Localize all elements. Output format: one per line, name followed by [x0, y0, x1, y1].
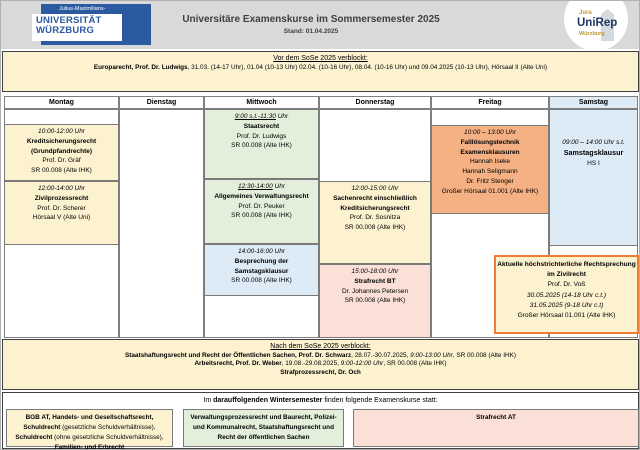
event-allgemeines-verwaltungsrecht: [204, 179, 319, 244]
event-room: Großer Hörsaal 01.001 (Alte IHK): [441, 187, 539, 195]
pre-semester-banner: [2, 51, 639, 92]
post-semester-course-line: [3, 369, 638, 376]
event-person: Prof. Dr. Scherer: [37, 204, 86, 212]
unirep-logo-main: UniRep: [577, 17, 618, 29]
event-strafrecht-bt: [319, 264, 431, 338]
event-title: Strafrecht BT: [354, 277, 396, 285]
event-title: Kreditsicherungsrecht (Grundpfandrechte): [26, 137, 97, 155]
winter-header-post: finden folgende Examenskurse statt:: [322, 397, 438, 404]
course-name: Arbeitsrecht, Prof. Dr. Weber: [194, 360, 282, 367]
event-time: 09:00 – 14:00 Uhr s.t.: [562, 139, 625, 146]
event-title: Staatsrecht: [243, 122, 280, 130]
event-room: SR 00.008 (Alte IHK): [231, 142, 292, 150]
pre-semester-banner-title: Vor dem SoSe 2025 verblockt:: [273, 55, 368, 62]
event-date: 30.05.2025 (14-18 Uhr c.t.): [526, 291, 607, 299]
event-person: Prof. Dr. Peuker: [238, 202, 285, 210]
event-time: 14:00-16:00 Uhr: [238, 248, 285, 255]
event-room: Hörsaal V (Alte Uni): [32, 214, 91, 222]
course-name: Schuldrecht: [15, 433, 55, 441]
event-person: Dr. Fritz Stenger: [466, 177, 514, 185]
day-header-samstag: Samstag: [549, 96, 638, 109]
event-time-underlined: 12:30-14:00: [238, 183, 273, 190]
event-besprechung-samstagsklausur: [204, 244, 319, 296]
event-time: [210, 112, 313, 122]
course-time: 9:00-12:00 Uhr: [340, 360, 384, 367]
event-time: 10:00 – 13:00 Uhr: [463, 129, 517, 136]
course-room: , SR 00.008 (Alte IHK): [383, 360, 447, 367]
day-header-freitag: Freitag: [431, 96, 549, 109]
pre-semester-course-line: [3, 64, 638, 71]
pre-semester-course-name: Europarecht, Prof. Dr. Ludwigs: [93, 64, 188, 71]
event-title: Zivilprozessrecht: [34, 194, 89, 202]
event-room: Großer Hörsaal 01.001 (Alte IHK): [517, 312, 616, 320]
unirep-logo-jura: Jura: [579, 10, 592, 16]
post-semester-course-line: [3, 352, 638, 359]
event-title: Besprechung der Samstagsklausur: [234, 257, 289, 275]
event-room: SR 00.008 (Alte IHK): [344, 297, 406, 305]
jmu-logo-subtitle: Julius-Maximilians-: [59, 6, 106, 12]
page-subtitle-stand: Stand: 01.04.2025: [283, 28, 339, 35]
event-staatsrecht: [204, 109, 319, 179]
event-time: 12:00-14:00 Uhr: [38, 185, 85, 192]
jmu-wordmark-line1: UNIVERSITÄT: [36, 15, 102, 26]
event-title: Samstagsklausur: [563, 147, 624, 157]
course-room: , SR 00.008 (Alte IHK): [452, 351, 517, 359]
page-title: Universitäre Examenskurse im Sommersemester 2025: [182, 14, 440, 25]
post-semester-banner-title: Nach dem SoSe 2025 verblockt:: [270, 343, 371, 350]
post-semester-banner: [2, 339, 639, 390]
winter-semester-header: [3, 397, 638, 404]
course-name: BGB AT, Handels- und Gesellschaftsrecht, Schuldrecht: [23, 414, 154, 431]
event-title: Falllösungstechnik Examensklausuren: [460, 138, 520, 156]
event-title: Aktuelle höchstrichterliche Rechtsprechung im Zivilrecht: [497, 261, 636, 279]
event-date: 31.05.2025 (9-18 Uhr c.t): [529, 301, 604, 309]
course-name: Staatshaftungsrecht und Recht der Öffentlichen Sachen, Prof. Dr. Schwarz: [124, 351, 352, 359]
winter-box-strafrecht: Strafrecht AT: [353, 409, 639, 447]
event-room: SR 00.008 (Alte IHK): [344, 224, 406, 231]
day-header-donnerstag: Donnerstag: [319, 96, 431, 109]
day-header-dienstag: Dienstag: [119, 96, 204, 109]
unirep-logo-wuerzburg: Würzburg: [579, 31, 605, 37]
course-detail: (ohne gesetzliche Schuldverhältnisse),: [54, 433, 164, 441]
jmu-wordmark-line2: WÜRZBURG: [36, 24, 95, 36]
event-person: Prof. Dr. Ludwigs: [236, 132, 287, 140]
course-dates: , 19.08.-29.08.2025,: [281, 360, 341, 367]
event-person: Dr. Johannes Petersen: [341, 287, 409, 295]
event-room: HS I: [587, 159, 600, 167]
event-person: Hannah Iseke: [469, 158, 511, 166]
event-time: 12:00-15:00 Uhr: [351, 185, 399, 192]
course-name: Familien- und Erbrecht: [54, 443, 125, 450]
post-semester-course-line: [3, 360, 638, 367]
event-person: Hannah Seligmann: [462, 168, 518, 175]
event-time-suffix: Uhr: [272, 183, 285, 190]
event-person: Prof. Dr. Gräf: [42, 157, 81, 165]
winter-header-bold: darauffolgenden Wintersemester: [213, 397, 323, 404]
event-time-suffix: Uhr: [275, 113, 289, 120]
page-title-block: [156, 14, 466, 35]
course-time: 9:00-13:00 Uhr: [410, 351, 453, 359]
event-time-underlined: 9:00 s.t.-11:30: [234, 113, 276, 120]
event-zivilprozessrecht: [4, 181, 119, 245]
event-room: SR 00.008 (Alte IHK): [31, 167, 92, 174]
winter-box-zivilrecht: [6, 409, 173, 450]
event-title: Sachenrecht einschließlich Kreditsicherungsrecht: [333, 194, 417, 212]
course-name: Strafprozessrecht, Dr. Och: [280, 368, 361, 376]
day-header-montag: Montag: [4, 96, 119, 109]
event-aktuelle-rechtsprechung: [494, 255, 639, 334]
course-dates: , 28.07.-30.07.2025,: [351, 351, 411, 359]
winter-header-pre: Im: [203, 397, 214, 404]
event-title: Allgemeines Verwaltungsrecht: [214, 192, 309, 200]
event-room: SR 00.008 (Alte IHK): [231, 212, 292, 220]
event-room: SR 00.008 (Alte IHK): [231, 277, 292, 285]
event-time: 15:00-18:00 Uhr: [351, 268, 399, 275]
winter-box-oeffentliches-recht: Verwaltungsprozessrecht und Baurecht, Polizei- und Kommunalrecht, Staatshaftungsrecht und Recht der öffentlichen Sachen: [183, 409, 344, 447]
day-header-mittwoch: Mittwoch: [204, 96, 319, 109]
column-dienstag: [119, 109, 204, 338]
course-detail: (gesetzliche Schuldverhältnisse),: [62, 423, 156, 431]
event-falllösungstechnik: [431, 125, 549, 214]
event-person: Prof. Dr. Sosnitza: [349, 214, 401, 222]
event-kreditsicherungsrecht: [4, 124, 119, 181]
event-sachenrecht: [319, 181, 431, 264]
pre-semester-course-details: , 31.03. (14-17 Uhr), 01.04 (10-13 Uhr) 02.04. (10-16 Uhr), 08.04. (10-16 Uhr) und 09.04.2025 (10-13 Uhr), Hörsaal II (Alte Uni): [187, 64, 548, 71]
jmu-wordmark: [32, 14, 122, 41]
event-time: 10:00-12:00 Uhr: [38, 128, 85, 135]
event-person: Prof. Dr. Voß: [547, 281, 586, 289]
event-samstagsklausur: [549, 109, 638, 246]
event-time: [207, 182, 316, 192]
